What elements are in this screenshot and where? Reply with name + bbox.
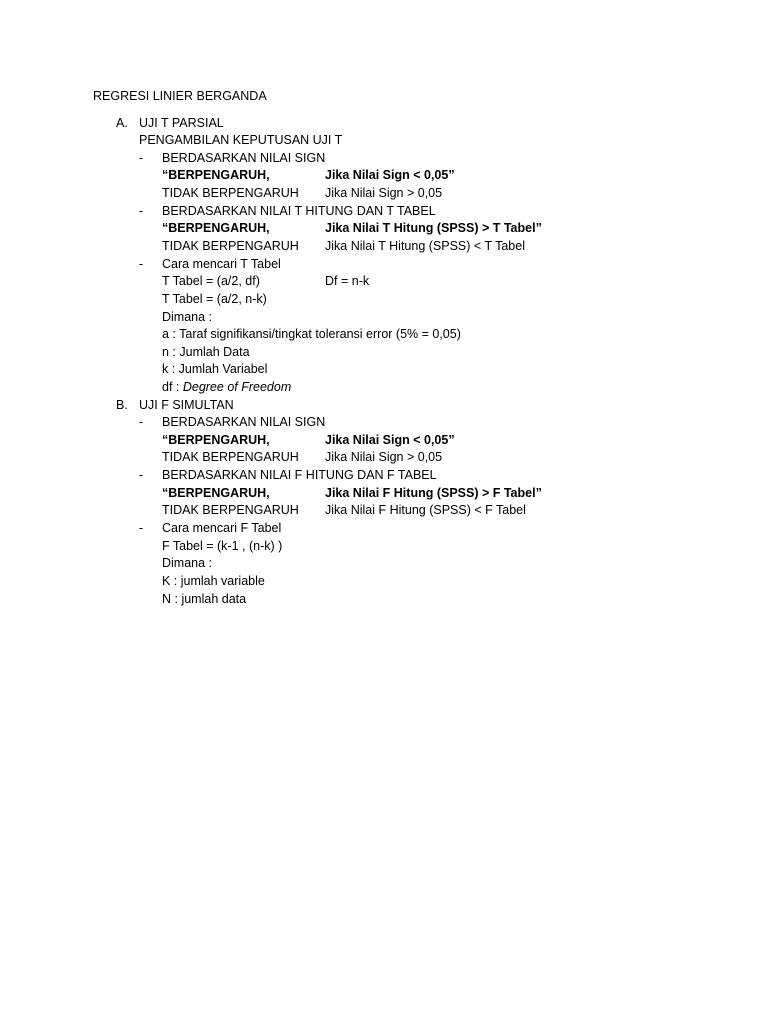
- decision-right: Jika Nilai T Hitung (SPSS) > T Tabel”: [325, 221, 542, 235]
- definition-df-line: [162, 379, 291, 395]
- decision-left: TIDAK BERPENGARUH: [162, 239, 299, 253]
- decision-left: TIDAK BERPENGARUH: [162, 450, 299, 464]
- decision-right: Jika Nilai F Hitung (SPSS) > F Tabel”: [325, 486, 542, 500]
- formula-line: F Tabel = (k-1 , (n-k) ): [162, 539, 283, 553]
- list-dash: -: [139, 151, 144, 165]
- criteria-label: Cara mencari T Tabel: [162, 257, 281, 271]
- decision-right: Jika Nilai F Hitung (SPSS) < F Tabel: [325, 503, 526, 517]
- list-dash: -: [139, 257, 144, 271]
- section-a-subheading: PENGAMBILAN KEPUTUSAN UJI T: [139, 133, 343, 147]
- decision-right: Jika Nilai T Hitung (SPSS) < T Tabel: [325, 239, 525, 253]
- definition-line: a : Taraf signifikansi/tingkat toleransi error (5% = 0,05): [162, 327, 461, 341]
- definition-line: k : Jumlah Variabel: [162, 362, 268, 376]
- definition-line: n : Jumlah Data: [162, 345, 250, 359]
- decision-right: Jika Nilai Sign < 0,05”: [325, 433, 455, 447]
- list-dash: -: [139, 468, 144, 482]
- decision-left: “BERPENGARUH,: [162, 486, 270, 500]
- definition-line: K : jumlah variable: [162, 574, 265, 588]
- definition-line: N : jumlah data: [162, 592, 247, 606]
- criteria-label: BERDASARKAN NILAI SIGN: [162, 151, 326, 165]
- decision-left: “BERPENGARUH,: [162, 168, 270, 182]
- section-a-heading: UJI T PARSIAL: [139, 116, 224, 130]
- list-dash: -: [139, 415, 144, 429]
- formula-line: T Tabel = (a/2, df): [162, 274, 260, 288]
- decision-left: “BERPENGARUH,: [162, 221, 270, 235]
- criteria-label: BERDASARKAN NILAI T HITUNG DAN T TABEL: [162, 204, 436, 218]
- document-title: REGRESI LINIER BERGANDA: [93, 89, 267, 103]
- decision-right: Jika Nilai Sign < 0,05”: [325, 168, 455, 182]
- df-italic: Degree of Freedom: [182, 380, 292, 394]
- criteria-label: BERDASARKAN NILAI SIGN: [162, 415, 326, 429]
- formula-df: Df = n-k: [325, 274, 370, 288]
- section-a-marker: A.: [116, 116, 128, 130]
- decision-left: “BERPENGARUH,: [162, 433, 270, 447]
- criteria-label: BERDASARKAN NILAI F HITUNG DAN F TABEL: [162, 468, 437, 482]
- decision-left: TIDAK BERPENGARUH: [162, 186, 299, 200]
- dimana-label: Dimana :: [162, 310, 213, 324]
- list-dash: -: [139, 204, 144, 218]
- decision-left: TIDAK BERPENGARUH: [162, 503, 299, 517]
- section-b-marker: B.: [116, 398, 128, 412]
- dimana-label: Dimana :: [162, 556, 213, 570]
- criteria-label: Cara mencari F Tabel: [162, 521, 282, 535]
- section-b-heading: UJI F SIMULTAN: [139, 398, 234, 412]
- df-prefix: df :: [162, 380, 183, 394]
- decision-right: Jika Nilai Sign > 0,05: [325, 186, 443, 200]
- list-dash: -: [139, 521, 144, 535]
- formula-line: T Tabel = (a/2, n-k): [162, 292, 267, 306]
- decision-right: Jika Nilai Sign > 0,05: [325, 450, 443, 464]
